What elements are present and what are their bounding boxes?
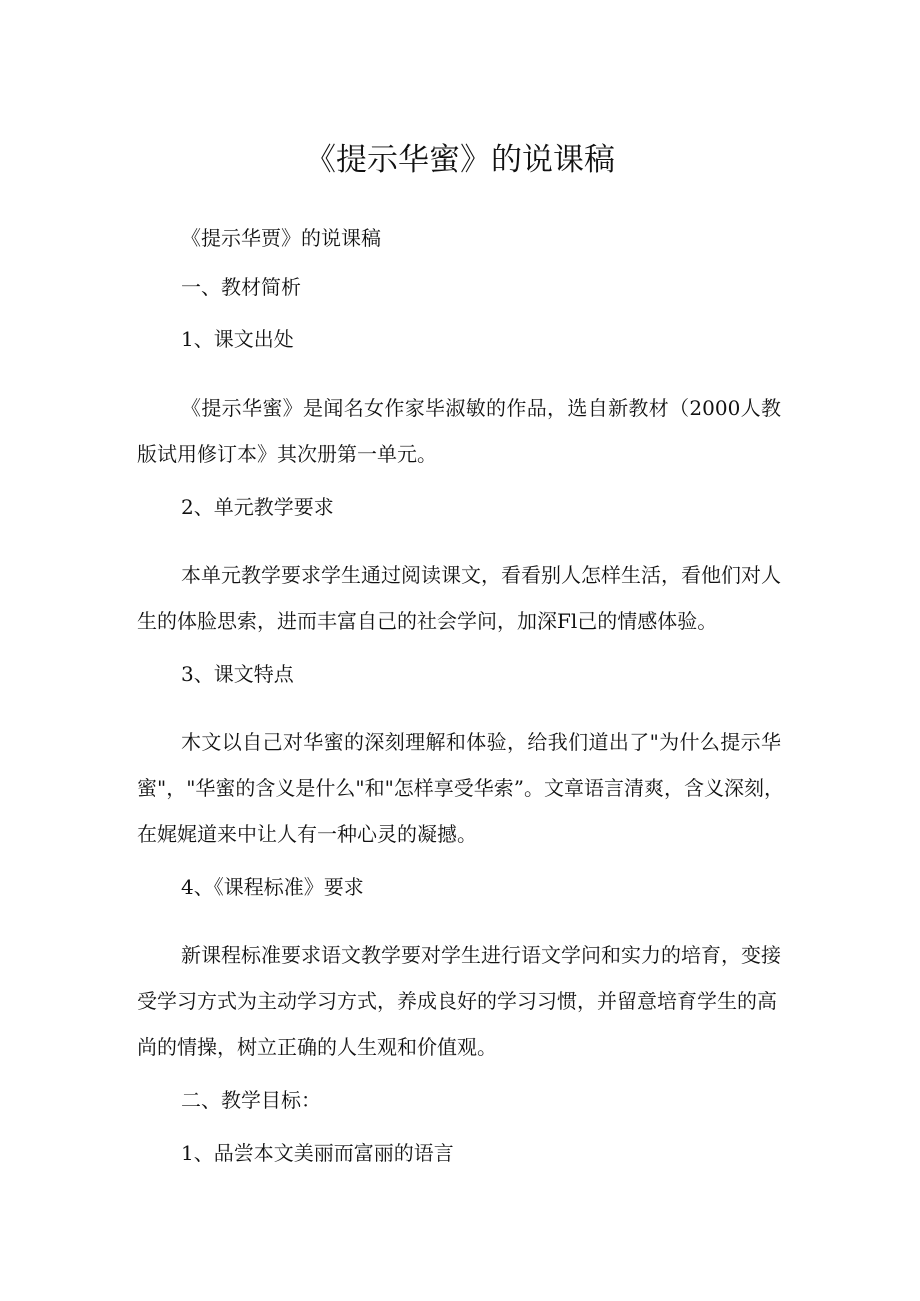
paragraph-source-line-1: 《提示华蜜》是闻名女作家毕淑敏的作品，选自新教材（2000人教: [181, 396, 781, 420]
paragraph-features-line-3: 在娓娓道来中让人有一种心灵的凝撼。: [137, 822, 477, 846]
item-heading-unit-requirements: 2、单元教学要求: [181, 495, 334, 519]
item-heading-curriculum-standards: 4、《课程标准》要求: [181, 875, 364, 899]
paragraph-standards-line-1: 新课程标准要求语文教学要对学生进行语文学问和实力的培育，变接: [181, 943, 781, 967]
document-title: 《提示华蜜》的说课稿: [305, 142, 615, 178]
paragraph-source-line-2: 版试用修订本》其次册第一单元。: [137, 442, 437, 466]
paragraph-unit-line-2: 生的体脸思索，进而丰富自己的社会学问，加深Fl己的情感体验。: [137, 609, 718, 633]
item-heading-source: 1、课文出处: [181, 327, 294, 351]
section-heading-teaching-goals: 二、教学目标：: [181, 1088, 321, 1112]
paragraph-standards-line-3: 尚的情操，树立正确的人生观和价值观。: [137, 1035, 497, 1059]
paragraph-standards-line-2: 受学习方式为主动学习方式，养成良好的学习习惯，并留意培育学生的高: [137, 989, 777, 1013]
document-subtitle: 《提示华贾》的说课稿: [181, 226, 381, 250]
item-heading-text-features: 3、课文特点: [181, 662, 294, 686]
section-heading-materials: 一、教材简析: [181, 275, 301, 299]
paragraph-unit-line-1: 本单元教学要求学生通过阅读课文，看看别人怎样生活，看他们对人: [181, 563, 781, 587]
goal-item-1: 1、品尝本文美丽而富丽的语言: [181, 1141, 454, 1165]
paragraph-features-line-2: 蜜"，"华蜜的含义是什么"和"怎样享受华索”。文章语言清爽，含义深刻，: [137, 776, 785, 800]
paragraph-features-line-1: 木文以自己对华蜜的深刻理解和体验，给我们道出了"为什么提示华: [181, 730, 781, 754]
